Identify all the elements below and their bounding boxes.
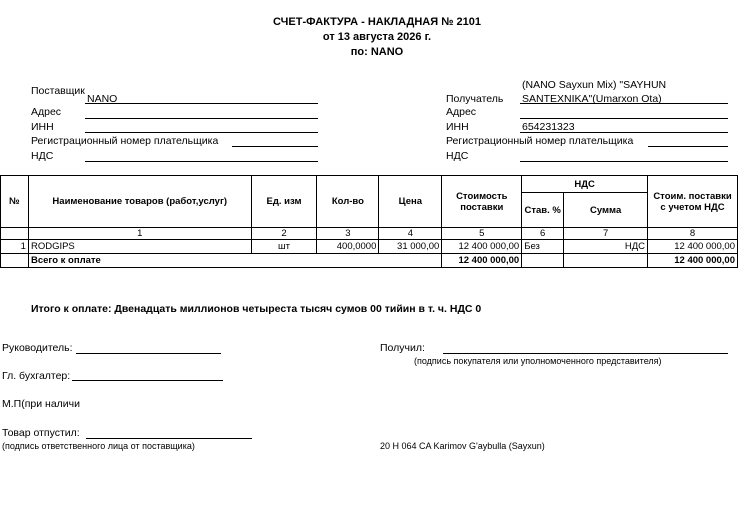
supplier-address-label: Адрес xyxy=(31,106,62,118)
invoice-date: от 13 августа 2026 г. xyxy=(322,31,432,43)
row-qty: 400,0000 xyxy=(317,240,379,254)
stamp-label: М.П(при наличи xyxy=(2,398,80,410)
buyer-address-line xyxy=(520,118,728,119)
vehicle-driver: 20 H 064 CA Karimov G'aybulla (Sayxun) xyxy=(380,441,545,451)
total-cost: 12 400 000,00 xyxy=(442,254,522,268)
supplier-nds-line xyxy=(85,161,318,162)
received-note: (подпись покупателя или уполномоченного представителя) xyxy=(414,356,662,366)
received-label: Получил: xyxy=(380,342,425,354)
buyer-name-line xyxy=(520,103,728,104)
buyer-nds-line xyxy=(520,161,728,162)
header-name: Наименование товаров (работ,услуг) xyxy=(28,176,251,228)
buyer-address-label: Адрес xyxy=(446,106,477,118)
invoice-title: СЧЕТ-ФАКТУРА - НАКЛАДНАЯ № 2101 xyxy=(273,16,481,28)
total-sum: 12 400 000,00 xyxy=(648,254,738,268)
total-empty xyxy=(564,254,648,268)
supplier-name-line xyxy=(85,103,318,104)
released-label: Товар отпустил: xyxy=(2,427,80,439)
total-label: Всего к оплате xyxy=(28,254,441,268)
buyer-label: Получатель xyxy=(446,93,504,105)
row-name: RODGIPS xyxy=(28,240,251,254)
supplier-inn-line xyxy=(85,132,318,133)
total-empty xyxy=(522,254,564,268)
received-signature-line xyxy=(443,353,728,354)
row-cost: 12 400 000,00 xyxy=(442,240,522,254)
header-price: Цена xyxy=(379,176,442,228)
header-qty: Кол-во xyxy=(317,176,379,228)
header-total: Стоим. поставки с учетом НДС xyxy=(648,176,738,228)
supplier-address-line xyxy=(85,118,318,119)
total-empty xyxy=(1,254,29,268)
supplier-reg-label: Регистрационный номер плательщика xyxy=(31,135,219,147)
summary-text: Итого к оплате: Двенадцать миллионов четыреста тысяч сумов 00 тийин в т. ч. НДС 0 xyxy=(31,303,482,315)
header-nds-rate: Став. % xyxy=(522,193,564,228)
buyer-reg-label: Регистрационный номер плательщика xyxy=(446,135,634,147)
col-number: 8 xyxy=(648,228,738,240)
col-number: 1 xyxy=(28,228,251,240)
director-signature-line xyxy=(76,353,221,354)
row-total: 12 400 000,00 xyxy=(648,240,738,254)
buyer-nds-label: НДС xyxy=(446,150,469,162)
col-number: 4 xyxy=(379,228,442,240)
released-note: (подпись ответственного лица от поставщика) xyxy=(2,441,195,451)
buyer-name-line1: (NANO Sayxun Mix) "SAYHUN xyxy=(522,79,667,91)
released-signature-line xyxy=(86,438,252,439)
invoice-contract: по: NANO xyxy=(350,46,404,58)
row-unit: шт xyxy=(251,240,317,254)
supplier-inn-label: ИНН xyxy=(31,121,54,133)
director-label: Руководитель: xyxy=(2,342,73,354)
header-nds-sum: Сумма xyxy=(564,193,648,228)
col-number: 6 xyxy=(522,228,564,240)
header-cost: Стоимость поставки xyxy=(442,176,522,228)
accountant-signature-line xyxy=(72,380,223,381)
row-nds-sum: НДС xyxy=(564,240,648,254)
col-number: 7 xyxy=(564,228,648,240)
header-num: № xyxy=(1,176,29,228)
table-row xyxy=(1,240,738,254)
buyer-inn: 654231323 xyxy=(522,121,575,133)
col-number: 5 xyxy=(442,228,522,240)
col-number: 2 xyxy=(251,228,317,240)
table-total-row xyxy=(1,254,738,268)
items-table xyxy=(0,175,738,268)
header-unit: Ед. изм xyxy=(251,176,317,228)
supplier-name: NANO xyxy=(87,93,118,105)
row-nds-rate: Без xyxy=(522,240,564,254)
column-number-row xyxy=(1,228,738,240)
supplier-label: Поставщик xyxy=(31,85,85,97)
supplier-reg-line xyxy=(232,146,318,147)
buyer-inn-label: ИНН xyxy=(446,121,469,133)
header-nds: НДС xyxy=(522,176,648,193)
accountant-label: Гл. бухгалтер: xyxy=(2,370,71,382)
col-number: 3 xyxy=(317,228,379,240)
table-header-row xyxy=(1,176,738,193)
row-price: 31 000,00 xyxy=(379,240,442,254)
buyer-inn-line xyxy=(520,132,728,133)
row-num: 1 xyxy=(1,240,29,254)
buyer-name-line2: SANTEXNIKA"(Umarxon Ota) xyxy=(522,93,662,105)
buyer-reg-line xyxy=(648,146,728,147)
col-number xyxy=(1,228,29,240)
supplier-nds-label: НДС xyxy=(31,150,54,162)
